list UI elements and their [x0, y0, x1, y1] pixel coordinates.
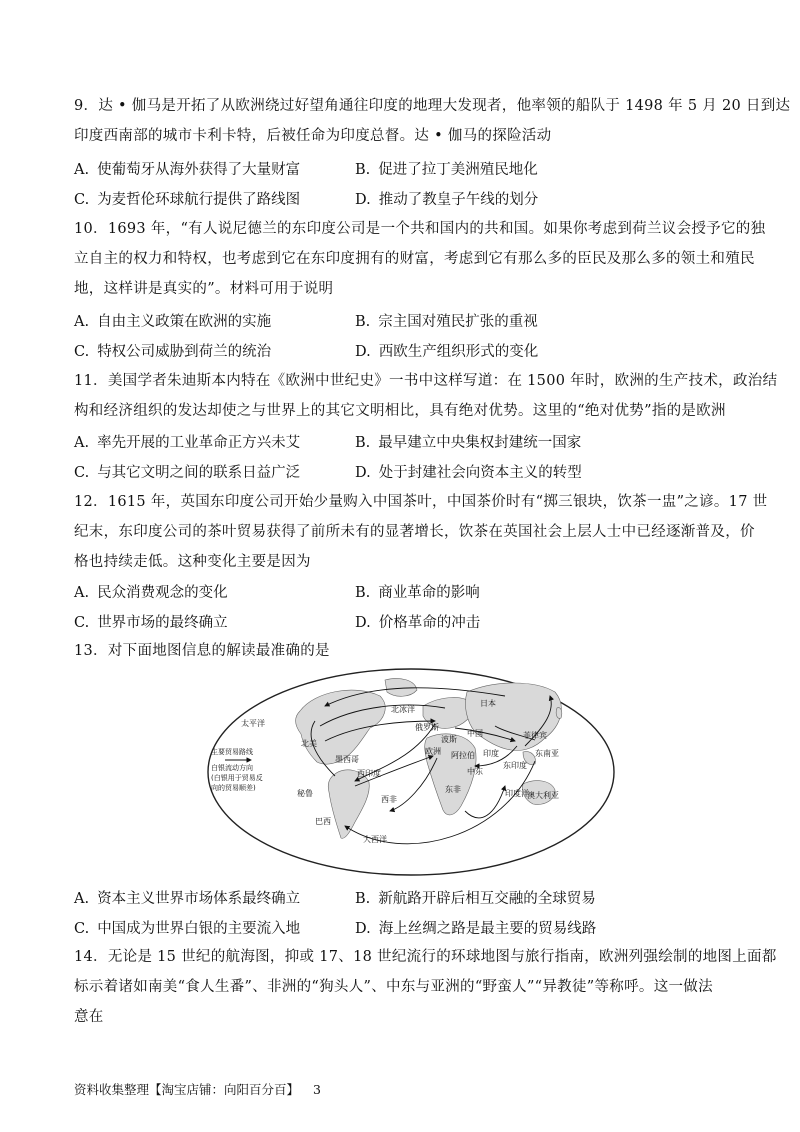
question-line: 格也持续走低。这种变化主要是因为	[74, 554, 311, 570]
label-peru: 秘鲁	[297, 789, 313, 798]
label-australia: 澳大利亚	[527, 791, 559, 800]
label-brazil: 巴西	[315, 817, 331, 826]
label-india: 印度	[483, 749, 499, 758]
japan-shape	[556, 708, 562, 719]
label-southeast-asia: 东南亚	[535, 749, 559, 758]
question-line: 构和经济组织的发达却使之与世界上的其它文明相比，具有绝对优势。这里的“绝对优势”指的是欧洲	[74, 403, 726, 419]
question-line: 标示着诸如南美“食人生番”、非洲的“狗头人”、中东与亚洲的“野蛮人”“异教徒”等称呼。这一做法	[74, 979, 713, 995]
question-line: 13．对下面地图信息的解读最准确的是	[74, 643, 330, 659]
option-d[interactable]: D. 西欧生产组织形式的变化	[355, 344, 539, 360]
option-b[interactable]: B. 新航路开辟后相互交融的全球贸易	[355, 891, 596, 907]
question-line: 10．1693 年，“有人说尼德兰的东印度公司是一个共和国内的共和国。如果你考虑到荷兰议会授予它的独	[74, 221, 766, 237]
option-d[interactable]: D. 海上丝绸之路是最主要的贸易线路	[355, 921, 597, 937]
question-line: 11．美国学者朱迪斯本内特在《欧洲中世纪史》一书中这样写道：在 1500 年时，欧洲的生产技术，政治结	[74, 373, 778, 389]
question-line: 意在	[74, 1009, 104, 1025]
label-east-africa: 东非	[445, 785, 461, 794]
option-b[interactable]: B. 最早建立中央集权封建统一国家	[355, 435, 582, 451]
option-b[interactable]: B. 商业革命的影响	[355, 585, 480, 601]
world-trade-map	[205, 666, 617, 878]
label-indian-ocean: 印度洋	[505, 789, 529, 798]
question-10-options	[74, 307, 734, 367]
option-a[interactable]: A. 民众消费观念的变化	[74, 585, 228, 601]
legend-silver-2: (白银用于贸易反	[211, 774, 263, 782]
footer-source: 资料收集整理【淘宝店铺：向阳百分百】	[74, 1082, 300, 1097]
question-line: 纪末，东印度公司的茶叶贸易获得了前所未有的显著增长，饮茶在英国社会上层人士中已经逐渐普及，价	[74, 524, 755, 540]
page-footer	[74, 1080, 321, 1098]
label-persia: 波斯	[441, 735, 457, 744]
label-arabia: 阿拉伯	[451, 751, 475, 760]
question-13-options	[74, 884, 734, 944]
option-a[interactable]: A. 使葡萄牙从海外获得了大量财富	[74, 162, 301, 178]
label-philippines: 菲律宾	[523, 731, 547, 740]
question-14-stem	[74, 942, 777, 1032]
label-east-indies: 东印度	[503, 761, 527, 770]
question-11-stem	[74, 366, 778, 426]
legend-silver-1: 白银流动方向	[211, 764, 253, 772]
option-a[interactable]: A. 自由主义政策在欧洲的实施	[74, 314, 272, 330]
option-d[interactable]: D. 处于封建社会向资本主义的转型	[355, 465, 582, 481]
label-arctic: 北冰洋	[391, 705, 415, 714]
option-d[interactable]: D. 价格革命的冲击	[355, 615, 481, 631]
option-b[interactable]: B. 宗主国对殖民扩张的重视	[355, 314, 538, 330]
option-c[interactable]: C. 与其它文明之间的联系日益广泛	[74, 465, 301, 481]
option-c[interactable]: C. 世界市场的最终确立	[74, 615, 228, 631]
label-west-africa: 西非	[381, 795, 397, 804]
option-c[interactable]: C. 中国成为世界白银的主要流入地	[74, 921, 301, 937]
label-mexico: 墨西哥	[335, 755, 359, 764]
option-c[interactable]: C. 为麦哲伦环球航行提供了路线图	[74, 192, 301, 208]
option-c[interactable]: C. 特权公司威胁到荷兰的统治	[74, 344, 272, 360]
question-9-stem	[74, 91, 791, 151]
label-pacific: 太平洋	[241, 719, 265, 728]
question-12-options	[74, 578, 734, 638]
label-atlantic: 大西洋	[363, 835, 387, 844]
question-12-stem	[74, 487, 768, 577]
page-number: 3	[313, 1082, 321, 1097]
option-a[interactable]: A. 率先开展的工业革命正方兴未艾	[74, 435, 301, 451]
question-line: 印度西南部的城市卡利卡特，后被任命为印度总督。达 • 伽马的探险活动	[74, 128, 552, 144]
label-russia: 俄罗斯	[415, 723, 439, 732]
label-north-america: 北美	[301, 739, 317, 748]
question-line: 9．达 • 伽马是开拓了从欧洲绕过好望角通往印度的地理大发现者，他率领的船队于 1498 年 5 月 20 日到达	[74, 98, 791, 114]
legend-route: 主要贸易路线	[211, 748, 253, 756]
option-a[interactable]: A. 资本主义世界市场体系最终确立	[74, 891, 301, 907]
question-line: 立自主的权力和特权，也考虑到它在东印度拥有的财富，考虑到它有那么多的臣民及那么多的领土和殖民	[74, 251, 755, 267]
question-13-stem	[74, 636, 729, 666]
label-europe: 欧洲	[425, 747, 441, 756]
label-west-indies: 西印度	[357, 769, 381, 778]
label-middle-east: 中东	[467, 767, 483, 776]
label-japan: 日本	[480, 699, 496, 708]
option-d[interactable]: D. 推动了教皇子午线的划分	[355, 192, 539, 208]
question-10-stem	[74, 214, 766, 304]
question-line: 14．无论是 15 世纪的航海图，抑或 17、18 世纪流行的环球地图与旅行指南，欧洲列强绘制的地图上面都	[74, 949, 777, 965]
question-line: 地，这样讲是真实的”。材料可用于说明	[74, 281, 334, 297]
question-line: 12．1615 年，英国东印度公司开始少量购入中国茶叶，中国茶价时有“掷三银块，饮茶一盅”之谚。17 世	[74, 494, 768, 510]
question-9-options	[74, 155, 734, 215]
option-b[interactable]: B. 促进了拉丁美洲殖民地化	[355, 162, 538, 178]
question-11-options	[74, 428, 734, 488]
label-china: 中国	[467, 729, 483, 738]
legend-silver-3: 向的贸易顺差)	[211, 784, 256, 792]
